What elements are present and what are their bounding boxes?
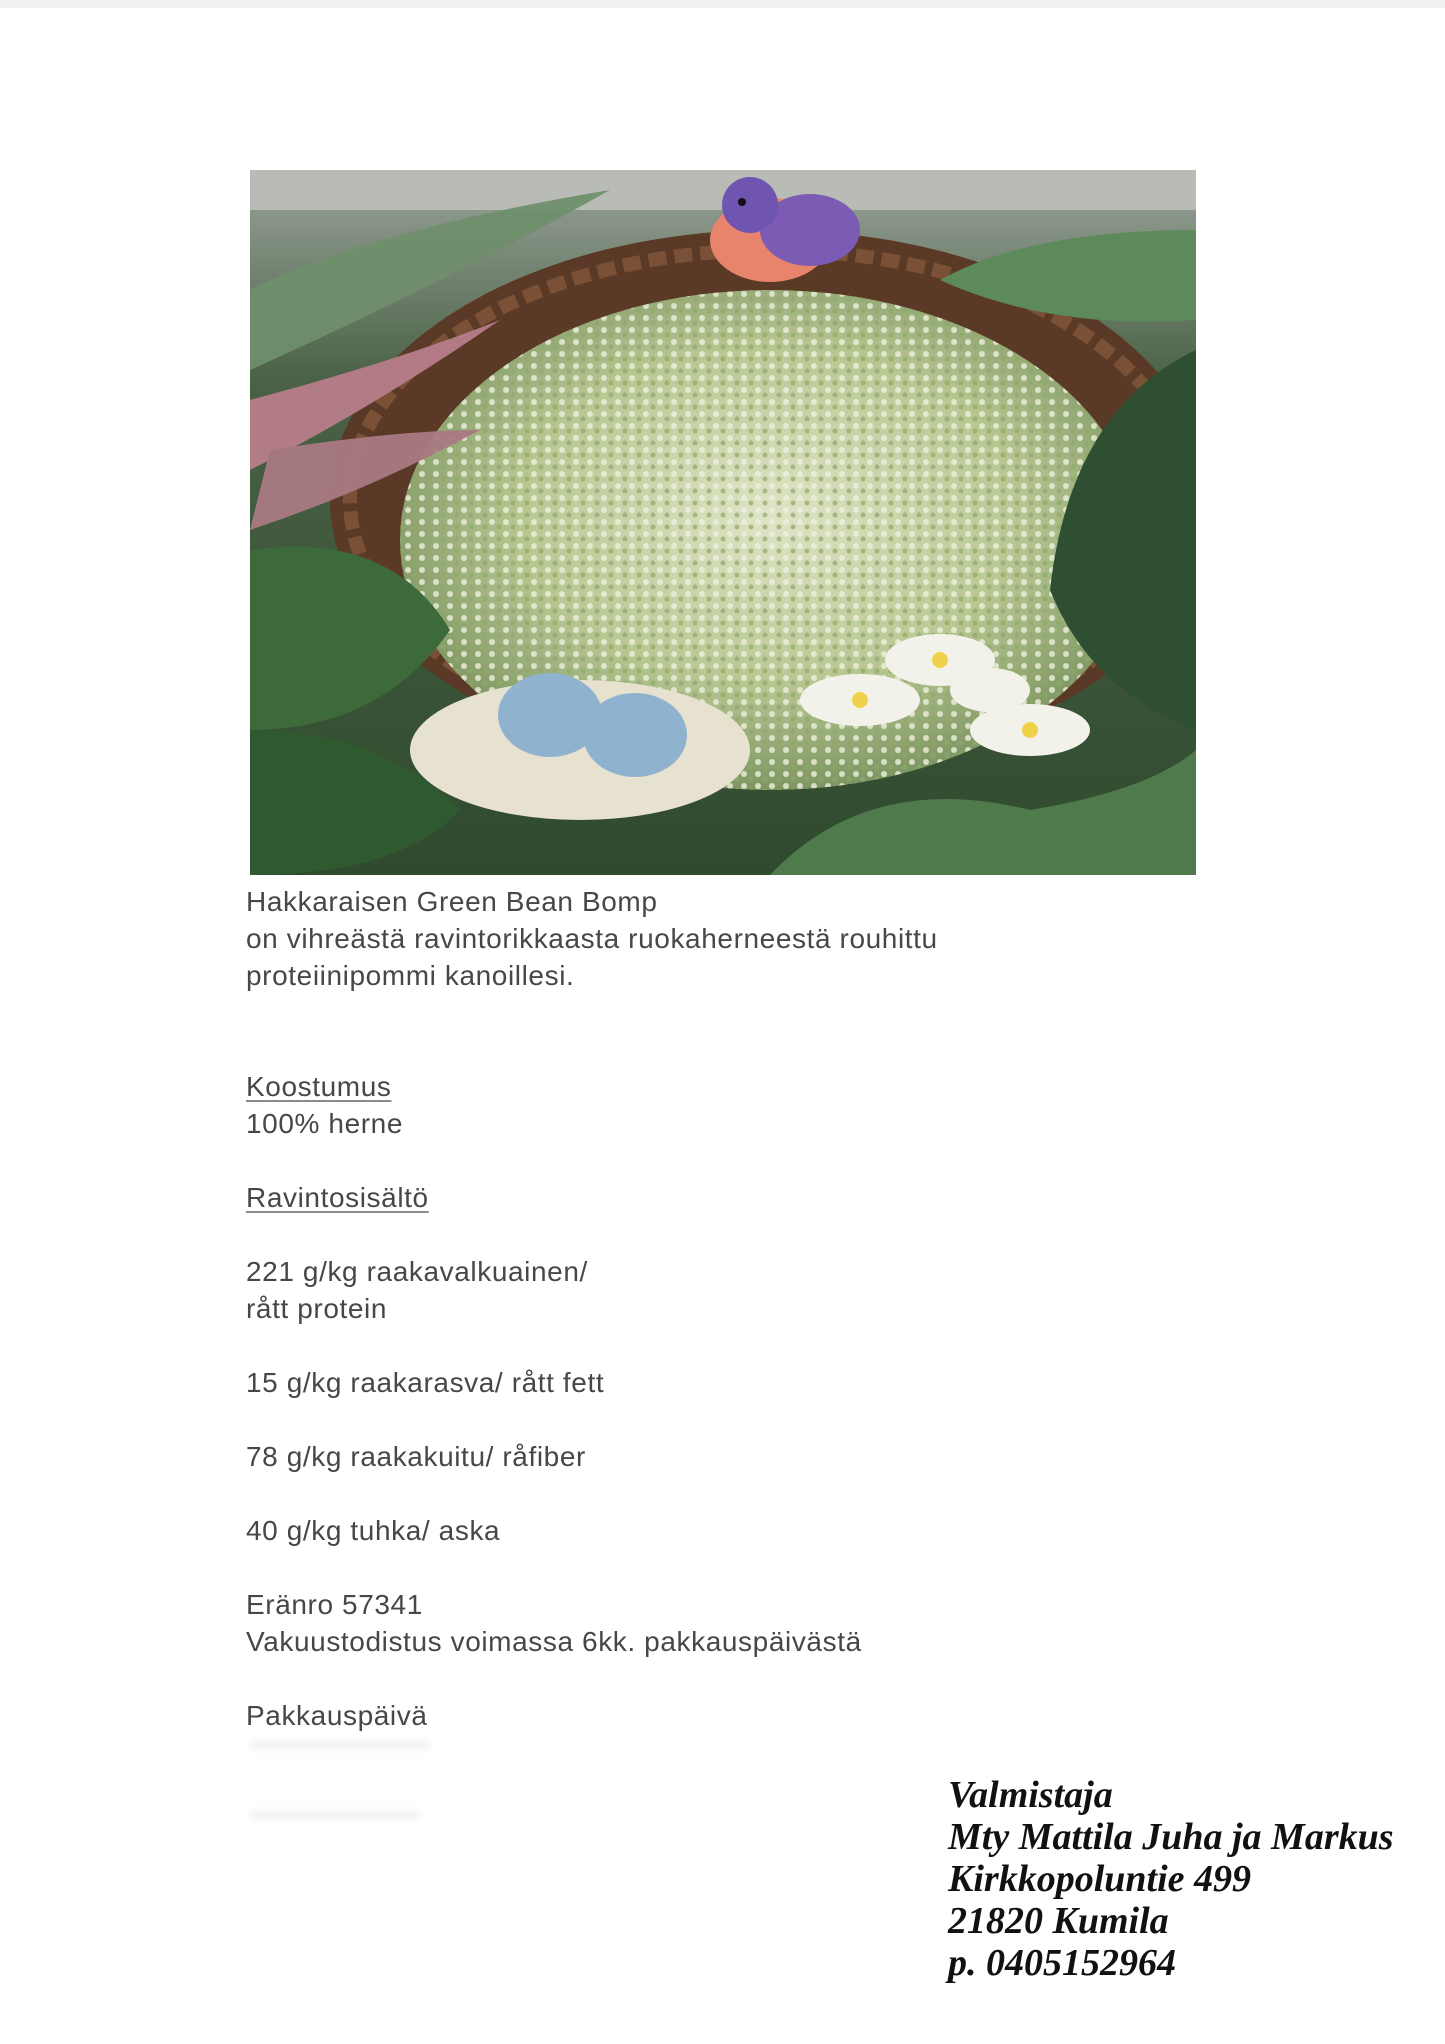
manufacturer-city: 21820 Kumila	[948, 1900, 1169, 1942]
redacted-line	[250, 1740, 430, 1750]
nutrition-fat: 15 g/kg raakarasva/ rått fett	[246, 1367, 605, 1398]
manufacturer-phone: p. 0405152964	[948, 1942, 1176, 1984]
product-photo	[250, 170, 1196, 875]
intro-line-2: on vihreästä ravintorikkaasta ruokaherneestä rouhittu	[246, 923, 938, 954]
composition-heading: Koostumus	[246, 1071, 392, 1102]
redacted-line	[250, 1810, 420, 1820]
composition-value: 100% herne	[246, 1108, 404, 1139]
nutrition-protein-line-1: 221 g/kg raakavalkuainen/	[246, 1256, 588, 1287]
manufacturer-street: Kirkkopoluntie 499	[948, 1858, 1251, 1900]
manufacturer-name: Mty Mattila Juha ja Markus	[948, 1816, 1394, 1858]
nutrition-heading: Ravintosisältö	[246, 1182, 429, 1213]
intro-line-3: proteiinipommi kanoillesi.	[246, 960, 575, 991]
nest-illustration	[250, 170, 1196, 875]
nutrition-protein-line-2: rått protein	[246, 1293, 388, 1324]
top-bar	[0, 0, 1445, 8]
guarantee-text: Vakuustodistus voimassa 6kk. pakkauspäivästä	[246, 1626, 862, 1657]
nutrition-fiber: 78 g/kg raakakuitu/ råfiber	[246, 1441, 586, 1472]
packing-date-label: Pakkauspäivä	[246, 1700, 428, 1731]
manufacturer-label: Valmistaja	[948, 1774, 1113, 1816]
batch-number: Eränro 57341	[246, 1589, 423, 1620]
intro-line-1: Hakkaraisen Green Bean Bomp	[246, 886, 658, 917]
nutrition-ash: 40 g/kg tuhka/ aska	[246, 1515, 501, 1546]
manufacturer-block	[948, 1774, 1394, 1984]
